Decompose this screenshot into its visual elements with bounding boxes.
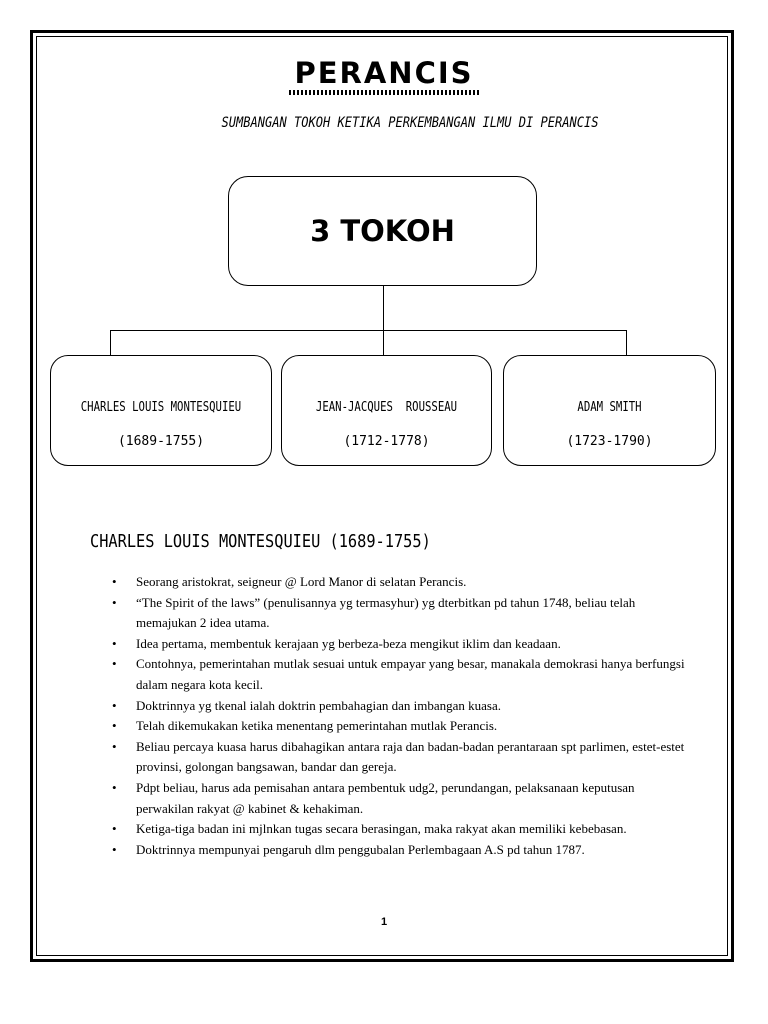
connector-child-2 — [383, 330, 384, 355]
connector-child-3 — [626, 330, 627, 355]
list-item: • Ketiga-tiga badan ini mjlnkan tugas secara berasingan, maka rakyat akan memiliki kebebasan. — [110, 819, 690, 840]
list-item: • Seorang aristokrat, seigneur @ Lord Manor di selatan Perancis. — [110, 572, 690, 593]
list-item: • Pdpt beliau, harus ada pemisahan antara pembentuk udg2, perundangan, pelaksanaan keputusan perwakilan rakyat @ kabinet & kehakiman. — [110, 778, 690, 819]
diagram-root-box — [228, 176, 537, 286]
list-item: • Telah dikemukakan ketika menentang pemerintahan mutlak Perancis. — [110, 716, 690, 737]
diagram-root-label: 3 TOKOH — [310, 214, 455, 248]
connector-horizontal — [110, 330, 627, 331]
diagram-child-rousseau — [281, 355, 492, 466]
diagram-child-montesquieu — [50, 355, 272, 466]
section-heading: CHARLES LOUIS MONTESQUIEU (1689-1755) — [90, 531, 431, 552]
child-name: JEAN-JACQUES ROUSSEAU — [315, 400, 458, 415]
list-item: • “The Spirit of the laws” (penulisannya yg termasyhur) yg dterbitkan pd tahun 1748, beliau telah memajukan 2 idea utama. — [110, 593, 690, 634]
list-item: • Beliau percaya kuasa harus dibahagikan antara raja dan badan-badan perantaraan spt parlimen, estet-estet provinsi, golongan bangsawan, bandar dan gereja. — [110, 737, 690, 778]
diagram-child-adam-smith — [503, 355, 716, 466]
title-underline — [289, 90, 479, 95]
child-years: (1689-1755) — [117, 434, 205, 449]
child-years: (1723-1790) — [566, 434, 653, 449]
list-item: • Contohnya, pemerintahan mutlak sesuai untuk empayar yang besar, manakala demokrasi hanya berfungsi dalam negara kota kecil. — [110, 654, 690, 695]
list-item: • Idea pertama, membentuk kerajaan yg berbeza-beza mengikut iklim dan keadaan. — [110, 634, 690, 655]
page-title: PERANCIS — [294, 56, 474, 90]
connector-root-stem — [383, 286, 384, 331]
list-item: • Doktrinnya mempunyai pengaruh dlm penggubalan Perlembagaan A.S pd tahun 1787. — [110, 840, 690, 861]
page-number: 1 — [380, 916, 388, 928]
bullet-list — [110, 572, 690, 860]
connector-child-1 — [110, 330, 111, 355]
child-name: CHARLES LOUIS MONTESQUIEU — [80, 400, 242, 415]
child-years: (1712-1778) — [343, 434, 430, 449]
child-name: ADAM SMITH — [577, 400, 642, 415]
page-subtitle: SUMBANGAN TOKOH KETIKA PERKEMBANGAN ILMU DI PERANCIS — [221, 115, 599, 131]
list-item: • Doktrinnya yg tkenal ialah doktrin pembahagian dan imbangan kuasa. — [110, 696, 690, 717]
